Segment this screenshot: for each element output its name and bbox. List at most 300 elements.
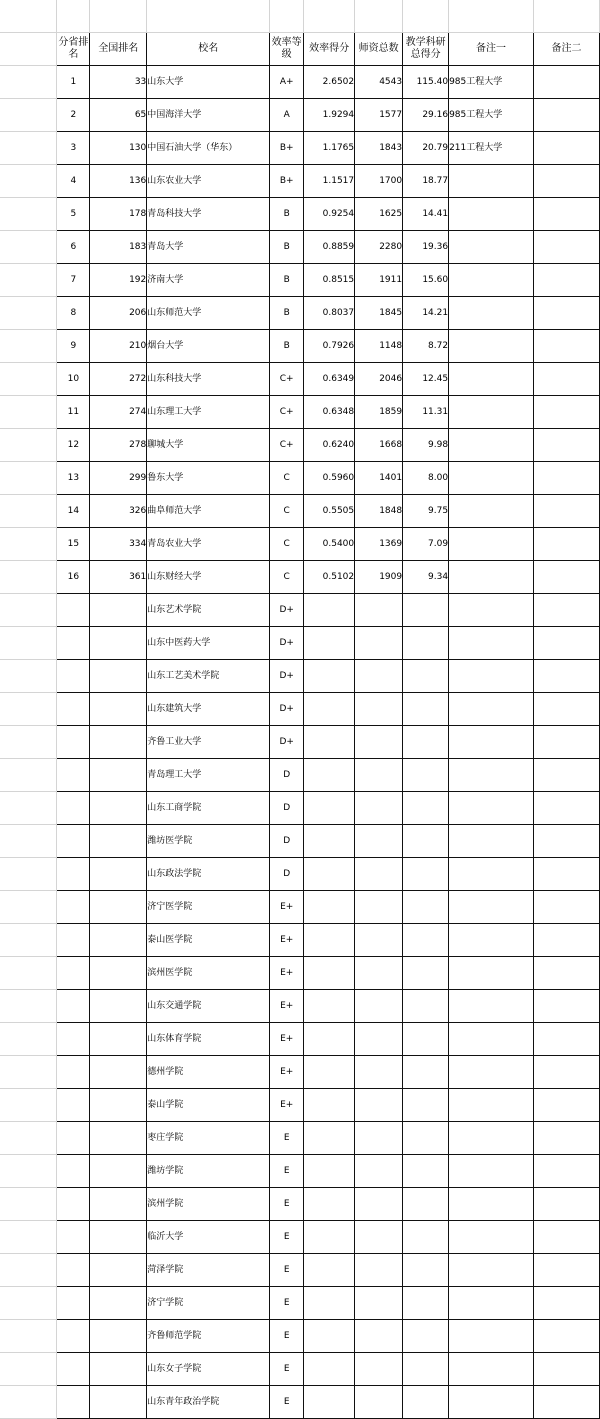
note2-cell[interactable]	[534, 429, 600, 462]
efficiency-score-cell[interactable]	[304, 957, 355, 990]
note2-cell[interactable]	[534, 462, 600, 495]
efficiency-score-cell[interactable]: 0.7926	[304, 330, 355, 363]
national-rank-cell[interactable]	[90, 1353, 147, 1386]
research-score-cell[interactable]	[403, 1056, 449, 1089]
efficiency-score-cell[interactable]	[304, 1089, 355, 1122]
note1-cell[interactable]	[449, 231, 534, 264]
national-rank-cell[interactable]	[90, 1056, 147, 1089]
school-name-cell[interactable]: 滨州学院	[147, 1188, 270, 1221]
note1-cell[interactable]	[449, 594, 534, 627]
school-name-cell[interactable]: 潍坊学院	[147, 1155, 270, 1188]
faculty-count-cell[interactable]	[355, 1287, 403, 1320]
note2-cell[interactable]	[534, 1089, 600, 1122]
school-name-cell[interactable]: 潍坊医学院	[147, 825, 270, 858]
grade-cell[interactable]: E	[270, 1155, 304, 1188]
grade-cell[interactable]: A	[270, 99, 304, 132]
efficiency-score-cell[interactable]	[304, 627, 355, 660]
header-note2[interactable]: 备注二	[534, 33, 600, 66]
grade-cell[interactable]: B	[270, 264, 304, 297]
grade-cell[interactable]: D+	[270, 693, 304, 726]
national-rank-cell[interactable]: 210	[90, 330, 147, 363]
note2-cell[interactable]	[534, 198, 600, 231]
note2-cell[interactable]	[534, 231, 600, 264]
province-rank-cell[interactable]: 16	[57, 561, 90, 594]
note2-cell[interactable]	[534, 561, 600, 594]
faculty-count-cell[interactable]: 1909	[355, 561, 403, 594]
school-name-cell[interactable]: 山东政法学院	[147, 858, 270, 891]
school-name-cell[interactable]: 山东师范大学	[147, 297, 270, 330]
research-score-cell[interactable]	[403, 1254, 449, 1287]
faculty-count-cell[interactable]: 1577	[355, 99, 403, 132]
grade-cell[interactable]: E+	[270, 957, 304, 990]
national-rank-cell[interactable]: 178	[90, 198, 147, 231]
faculty-count-cell[interactable]: 1401	[355, 462, 403, 495]
grade-cell[interactable]: C+	[270, 429, 304, 462]
grade-cell[interactable]: E	[270, 1353, 304, 1386]
note2-cell[interactable]	[534, 264, 600, 297]
national-rank-cell[interactable]: 334	[90, 528, 147, 561]
school-name-cell[interactable]: 山东艺术学院	[147, 594, 270, 627]
efficiency-score-cell[interactable]	[304, 792, 355, 825]
note1-cell[interactable]	[449, 825, 534, 858]
national-rank-cell[interactable]	[90, 693, 147, 726]
efficiency-score-cell[interactable]: 1.1517	[304, 165, 355, 198]
school-name-cell[interactable]: 山东理工大学	[147, 396, 270, 429]
national-rank-cell[interactable]	[90, 1188, 147, 1221]
research-score-cell[interactable]	[403, 726, 449, 759]
efficiency-score-cell[interactable]	[304, 1254, 355, 1287]
province-rank-cell[interactable]	[57, 891, 90, 924]
efficiency-score-cell[interactable]: 0.9254	[304, 198, 355, 231]
efficiency-score-cell[interactable]	[304, 858, 355, 891]
efficiency-score-cell[interactable]: 0.5400	[304, 528, 355, 561]
note2-cell[interactable]	[534, 858, 600, 891]
province-rank-cell[interactable]	[57, 1287, 90, 1320]
national-rank-cell[interactable]	[90, 759, 147, 792]
faculty-count-cell[interactable]	[355, 1056, 403, 1089]
faculty-count-cell[interactable]	[355, 990, 403, 1023]
research-score-cell[interactable]	[403, 1155, 449, 1188]
province-rank-cell[interactable]: 10	[57, 363, 90, 396]
research-score-cell[interactable]: 14.41	[403, 198, 449, 231]
faculty-count-cell[interactable]	[355, 1320, 403, 1353]
efficiency-score-cell[interactable]	[304, 1353, 355, 1386]
faculty-count-cell[interactable]	[355, 924, 403, 957]
grade-cell[interactable]: C	[270, 561, 304, 594]
province-rank-cell[interactable]	[57, 957, 90, 990]
school-name-cell[interactable]: 齐鲁工业大学	[147, 726, 270, 759]
grade-cell[interactable]: D+	[270, 660, 304, 693]
note2-cell[interactable]	[534, 1056, 600, 1089]
grade-cell[interactable]: B	[270, 231, 304, 264]
school-name-cell[interactable]: 青岛理工大学	[147, 759, 270, 792]
research-score-cell[interactable]	[403, 1221, 449, 1254]
research-score-cell[interactable]	[403, 924, 449, 957]
research-score-cell[interactable]	[403, 627, 449, 660]
school-name-cell[interactable]: 山东建筑大学	[147, 693, 270, 726]
province-rank-cell[interactable]	[57, 1254, 90, 1287]
faculty-count-cell[interactable]: 1700	[355, 165, 403, 198]
note1-cell[interactable]	[449, 528, 534, 561]
school-name-cell[interactable]: 泰山医学院	[147, 924, 270, 957]
note2-cell[interactable]	[534, 1122, 600, 1155]
province-rank-cell[interactable]: 13	[57, 462, 90, 495]
faculty-count-cell[interactable]	[355, 1254, 403, 1287]
province-rank-cell[interactable]	[57, 594, 90, 627]
note1-cell[interactable]	[449, 1320, 534, 1353]
research-score-cell[interactable]: 12.45	[403, 363, 449, 396]
note1-cell[interactable]	[449, 1023, 534, 1056]
note2-cell[interactable]	[534, 891, 600, 924]
province-rank-cell[interactable]: 1	[57, 66, 90, 99]
note2-cell[interactable]	[534, 1353, 600, 1386]
efficiency-score-cell[interactable]	[304, 1320, 355, 1353]
header-score[interactable]: 效率得分	[304, 33, 355, 66]
research-score-cell[interactable]: 14.21	[403, 297, 449, 330]
efficiency-score-cell[interactable]	[304, 594, 355, 627]
school-name-cell[interactable]: 聊城大学	[147, 429, 270, 462]
faculty-count-cell[interactable]: 1859	[355, 396, 403, 429]
research-score-cell[interactable]	[403, 1188, 449, 1221]
efficiency-score-cell[interactable]: 0.6240	[304, 429, 355, 462]
national-rank-cell[interactable]	[90, 1023, 147, 1056]
note2-cell[interactable]	[534, 165, 600, 198]
province-rank-cell[interactable]: 14	[57, 495, 90, 528]
school-name-cell[interactable]: 山东财经大学	[147, 561, 270, 594]
research-score-cell[interactable]: 8.72	[403, 330, 449, 363]
faculty-count-cell[interactable]	[355, 693, 403, 726]
efficiency-score-cell[interactable]	[304, 1023, 355, 1056]
note1-cell[interactable]	[449, 561, 534, 594]
note2-cell[interactable]	[534, 495, 600, 528]
grade-cell[interactable]: B	[270, 330, 304, 363]
note1-cell[interactable]	[449, 792, 534, 825]
school-name-cell[interactable]: 山东中医药大学	[147, 627, 270, 660]
efficiency-score-cell[interactable]: 0.8859	[304, 231, 355, 264]
school-name-cell[interactable]: 济宁医学院	[147, 891, 270, 924]
note2-cell[interactable]	[534, 693, 600, 726]
province-rank-cell[interactable]: 9	[57, 330, 90, 363]
province-rank-cell[interactable]: 4	[57, 165, 90, 198]
faculty-count-cell[interactable]: 1843	[355, 132, 403, 165]
note1-cell[interactable]	[449, 693, 534, 726]
note1-cell[interactable]	[449, 297, 534, 330]
faculty-count-cell[interactable]: 1668	[355, 429, 403, 462]
faculty-count-cell[interactable]: 1845	[355, 297, 403, 330]
note2-cell[interactable]	[534, 1287, 600, 1320]
province-rank-cell[interactable]: 6	[57, 231, 90, 264]
province-rank-cell[interactable]	[57, 627, 90, 660]
grade-cell[interactable]: E	[270, 1254, 304, 1287]
efficiency-score-cell[interactable]	[304, 1155, 355, 1188]
efficiency-score-cell[interactable]	[304, 825, 355, 858]
research-score-cell[interactable]	[403, 693, 449, 726]
province-rank-cell[interactable]	[57, 759, 90, 792]
note2-cell[interactable]	[534, 297, 600, 330]
efficiency-score-cell[interactable]	[304, 1056, 355, 1089]
note2-cell[interactable]	[534, 330, 600, 363]
grade-cell[interactable]: D+	[270, 726, 304, 759]
province-rank-cell[interactable]	[57, 1353, 90, 1386]
grade-cell[interactable]: D+	[270, 627, 304, 660]
national-rank-cell[interactable]	[90, 1254, 147, 1287]
research-score-cell[interactable]: 115.40	[403, 66, 449, 99]
province-rank-cell[interactable]: 7	[57, 264, 90, 297]
province-rank-cell[interactable]	[57, 858, 90, 891]
province-rank-cell[interactable]	[57, 693, 90, 726]
research-score-cell[interactable]	[403, 891, 449, 924]
note1-cell[interactable]	[449, 759, 534, 792]
province-rank-cell[interactable]: 2	[57, 99, 90, 132]
national-rank-cell[interactable]: 130	[90, 132, 147, 165]
national-rank-cell[interactable]	[90, 1089, 147, 1122]
province-rank-cell[interactable]	[57, 1320, 90, 1353]
national-rank-cell[interactable]: 192	[90, 264, 147, 297]
research-score-cell[interactable]: 15.60	[403, 264, 449, 297]
efficiency-score-cell[interactable]: 0.5102	[304, 561, 355, 594]
research-score-cell[interactable]	[403, 1320, 449, 1353]
note1-cell[interactable]	[449, 891, 534, 924]
school-name-cell[interactable]: 山东体育学院	[147, 1023, 270, 1056]
province-rank-cell[interactable]	[57, 1221, 90, 1254]
province-rank-cell[interactable]: 12	[57, 429, 90, 462]
note1-cell[interactable]	[449, 1254, 534, 1287]
grade-cell[interactable]: C	[270, 528, 304, 561]
note1-cell[interactable]	[449, 363, 534, 396]
national-rank-cell[interactable]: 278	[90, 429, 147, 462]
note2-cell[interactable]	[534, 99, 600, 132]
note2-cell[interactable]	[534, 957, 600, 990]
note1-cell[interactable]	[449, 660, 534, 693]
province-rank-cell[interactable]	[57, 1122, 90, 1155]
faculty-count-cell[interactable]: 1148	[355, 330, 403, 363]
note1-cell[interactable]	[449, 1188, 534, 1221]
note1-cell[interactable]	[449, 1221, 534, 1254]
national-rank-cell[interactable]	[90, 1221, 147, 1254]
school-name-cell[interactable]: 滨州医学院	[147, 957, 270, 990]
research-score-cell[interactable]	[403, 792, 449, 825]
efficiency-score-cell[interactable]: 0.8515	[304, 264, 355, 297]
school-name-cell[interactable]: 山东工商学院	[147, 792, 270, 825]
school-name-cell[interactable]: 泰山学院	[147, 1089, 270, 1122]
note1-cell[interactable]: 985工程大学	[449, 66, 534, 99]
efficiency-score-cell[interactable]: 0.6348	[304, 396, 355, 429]
note2-cell[interactable]	[534, 1221, 600, 1254]
grade-cell[interactable]: C+	[270, 363, 304, 396]
faculty-count-cell[interactable]: 1625	[355, 198, 403, 231]
efficiency-score-cell[interactable]	[304, 990, 355, 1023]
national-rank-cell[interactable]	[90, 594, 147, 627]
school-name-cell[interactable]: 曲阜师范大学	[147, 495, 270, 528]
grade-cell[interactable]: E+	[270, 891, 304, 924]
faculty-count-cell[interactable]: 2046	[355, 363, 403, 396]
note2-cell[interactable]	[534, 627, 600, 660]
research-score-cell[interactable]: 9.75	[403, 495, 449, 528]
research-score-cell[interactable]	[403, 1023, 449, 1056]
national-rank-cell[interactable]	[90, 924, 147, 957]
note1-cell[interactable]	[449, 627, 534, 660]
province-rank-cell[interactable]	[57, 1188, 90, 1221]
grade-cell[interactable]: E	[270, 1320, 304, 1353]
note1-cell[interactable]	[449, 462, 534, 495]
note2-cell[interactable]	[534, 1320, 600, 1353]
national-rank-cell[interactable]: 136	[90, 165, 147, 198]
faculty-count-cell[interactable]	[355, 1155, 403, 1188]
grade-cell[interactable]: B+	[270, 165, 304, 198]
note2-cell[interactable]	[534, 726, 600, 759]
efficiency-score-cell[interactable]	[304, 759, 355, 792]
national-rank-cell[interactable]: 65	[90, 99, 147, 132]
note2-cell[interactable]	[534, 1023, 600, 1056]
note2-cell[interactable]	[534, 792, 600, 825]
faculty-count-cell[interactable]: 1911	[355, 264, 403, 297]
note1-cell[interactable]	[449, 1122, 534, 1155]
faculty-count-cell[interactable]: 2280	[355, 231, 403, 264]
province-rank-cell[interactable]	[57, 726, 90, 759]
national-rank-cell[interactable]: 272	[90, 363, 147, 396]
note1-cell[interactable]	[449, 1353, 534, 1386]
research-score-cell[interactable]: 20.79	[403, 132, 449, 165]
note2-cell[interactable]	[534, 759, 600, 792]
research-score-cell[interactable]	[403, 1122, 449, 1155]
grade-cell[interactable]: E+	[270, 924, 304, 957]
grade-cell[interactable]: E+	[270, 990, 304, 1023]
research-score-cell[interactable]: 9.34	[403, 561, 449, 594]
school-name-cell[interactable]: 烟台大学	[147, 330, 270, 363]
efficiency-score-cell[interactable]	[304, 1221, 355, 1254]
school-name-cell[interactable]: 德州学院	[147, 1056, 270, 1089]
efficiency-score-cell[interactable]: 0.5960	[304, 462, 355, 495]
note2-cell[interactable]	[534, 396, 600, 429]
national-rank-cell[interactable]	[90, 957, 147, 990]
province-rank-cell[interactable]	[57, 660, 90, 693]
school-name-cell[interactable]: 山东女子学院	[147, 1353, 270, 1386]
national-rank-cell[interactable]	[90, 891, 147, 924]
province-rank-cell[interactable]: 8	[57, 297, 90, 330]
grade-cell[interactable]: C+	[270, 396, 304, 429]
research-score-cell[interactable]	[403, 1089, 449, 1122]
note2-cell[interactable]	[534, 1188, 600, 1221]
grade-cell[interactable]: B+	[270, 132, 304, 165]
research-score-cell[interactable]	[403, 660, 449, 693]
grade-cell[interactable]: D+	[270, 594, 304, 627]
efficiency-score-cell[interactable]: 0.8037	[304, 297, 355, 330]
note2-cell[interactable]	[534, 924, 600, 957]
school-name-cell[interactable]: 齐鲁师范学院	[147, 1320, 270, 1353]
research-score-cell[interactable]: 18.77	[403, 165, 449, 198]
faculty-count-cell[interactable]	[355, 660, 403, 693]
grade-cell[interactable]: E	[270, 1188, 304, 1221]
note2-cell[interactable]	[534, 363, 600, 396]
school-name-cell[interactable]: 山东农业大学	[147, 165, 270, 198]
note2-cell[interactable]	[534, 990, 600, 1023]
efficiency-score-cell[interactable]	[304, 891, 355, 924]
grade-cell[interactable]: E+	[270, 1056, 304, 1089]
note1-cell[interactable]	[449, 726, 534, 759]
faculty-count-cell[interactable]	[355, 1122, 403, 1155]
national-rank-cell[interactable]: 206	[90, 297, 147, 330]
national-rank-cell[interactable]: 299	[90, 462, 147, 495]
faculty-count-cell[interactable]	[355, 627, 403, 660]
note1-cell[interactable]	[449, 165, 534, 198]
school-name-cell[interactable]: 山东科技大学	[147, 363, 270, 396]
efficiency-score-cell[interactable]	[304, 693, 355, 726]
research-score-cell[interactable]: 8.00	[403, 462, 449, 495]
grade-cell[interactable]: C	[270, 495, 304, 528]
note1-cell[interactable]	[449, 957, 534, 990]
grade-cell[interactable]: E	[270, 1221, 304, 1254]
national-rank-cell[interactable]	[90, 726, 147, 759]
efficiency-score-cell[interactable]: 1.9294	[304, 99, 355, 132]
grade-cell[interactable]: E	[270, 1386, 304, 1419]
province-rank-cell[interactable]	[57, 1089, 90, 1122]
national-rank-cell[interactable]: 274	[90, 396, 147, 429]
efficiency-score-cell[interactable]: 1.1765	[304, 132, 355, 165]
national-rank-cell[interactable]	[90, 825, 147, 858]
faculty-count-cell[interactable]	[355, 1023, 403, 1056]
school-name-cell[interactable]: 枣庄学院	[147, 1122, 270, 1155]
faculty-count-cell[interactable]	[355, 1089, 403, 1122]
efficiency-score-cell[interactable]: 0.6349	[304, 363, 355, 396]
note1-cell[interactable]	[449, 198, 534, 231]
efficiency-score-cell[interactable]	[304, 726, 355, 759]
faculty-count-cell[interactable]	[355, 1353, 403, 1386]
faculty-count-cell[interactable]: 4543	[355, 66, 403, 99]
efficiency-score-cell[interactable]	[304, 1122, 355, 1155]
note1-cell[interactable]	[449, 429, 534, 462]
note2-cell[interactable]	[534, 528, 600, 561]
research-score-cell[interactable]	[403, 858, 449, 891]
note2-cell[interactable]	[534, 132, 600, 165]
national-rank-cell[interactable]	[90, 1320, 147, 1353]
school-name-cell[interactable]: 济宁学院	[147, 1287, 270, 1320]
national-rank-cell[interactable]: 361	[90, 561, 147, 594]
faculty-count-cell[interactable]: 1369	[355, 528, 403, 561]
grade-cell[interactable]: B	[270, 198, 304, 231]
school-name-cell[interactable]: 山东青年政治学院	[147, 1386, 270, 1419]
note1-cell[interactable]	[449, 1056, 534, 1089]
faculty-count-cell[interactable]	[355, 792, 403, 825]
efficiency-score-cell[interactable]: 0.5505	[304, 495, 355, 528]
research-score-cell[interactable]	[403, 1353, 449, 1386]
header-note1[interactable]: 备注一	[449, 33, 534, 66]
national-rank-cell[interactable]	[90, 858, 147, 891]
school-name-cell[interactable]: 山东大学	[147, 66, 270, 99]
note1-cell[interactable]	[449, 924, 534, 957]
header-school[interactable]: 校名	[147, 33, 270, 66]
faculty-count-cell[interactable]	[355, 858, 403, 891]
faculty-count-cell[interactable]	[355, 594, 403, 627]
province-rank-cell[interactable]	[57, 825, 90, 858]
school-name-cell[interactable]: 临沂大学	[147, 1221, 270, 1254]
school-name-cell[interactable]: 中国石油大学（华东）	[147, 132, 270, 165]
header-nat-rank[interactable]: 全国排名	[90, 33, 147, 66]
school-name-cell[interactable]: 山东工艺美术学院	[147, 660, 270, 693]
school-name-cell[interactable]: 山东交通学院	[147, 990, 270, 1023]
note2-cell[interactable]	[534, 825, 600, 858]
school-name-cell[interactable]: 鲁东大学	[147, 462, 270, 495]
grade-cell[interactable]: B	[270, 297, 304, 330]
faculty-count-cell[interactable]	[355, 726, 403, 759]
note1-cell[interactable]	[449, 990, 534, 1023]
note2-cell[interactable]	[534, 66, 600, 99]
school-name-cell[interactable]: 青岛大学	[147, 231, 270, 264]
note1-cell[interactable]	[449, 1287, 534, 1320]
national-rank-cell[interactable]: 326	[90, 495, 147, 528]
note2-cell[interactable]	[534, 594, 600, 627]
research-score-cell[interactable]	[403, 1287, 449, 1320]
efficiency-score-cell[interactable]: 2.6502	[304, 66, 355, 99]
